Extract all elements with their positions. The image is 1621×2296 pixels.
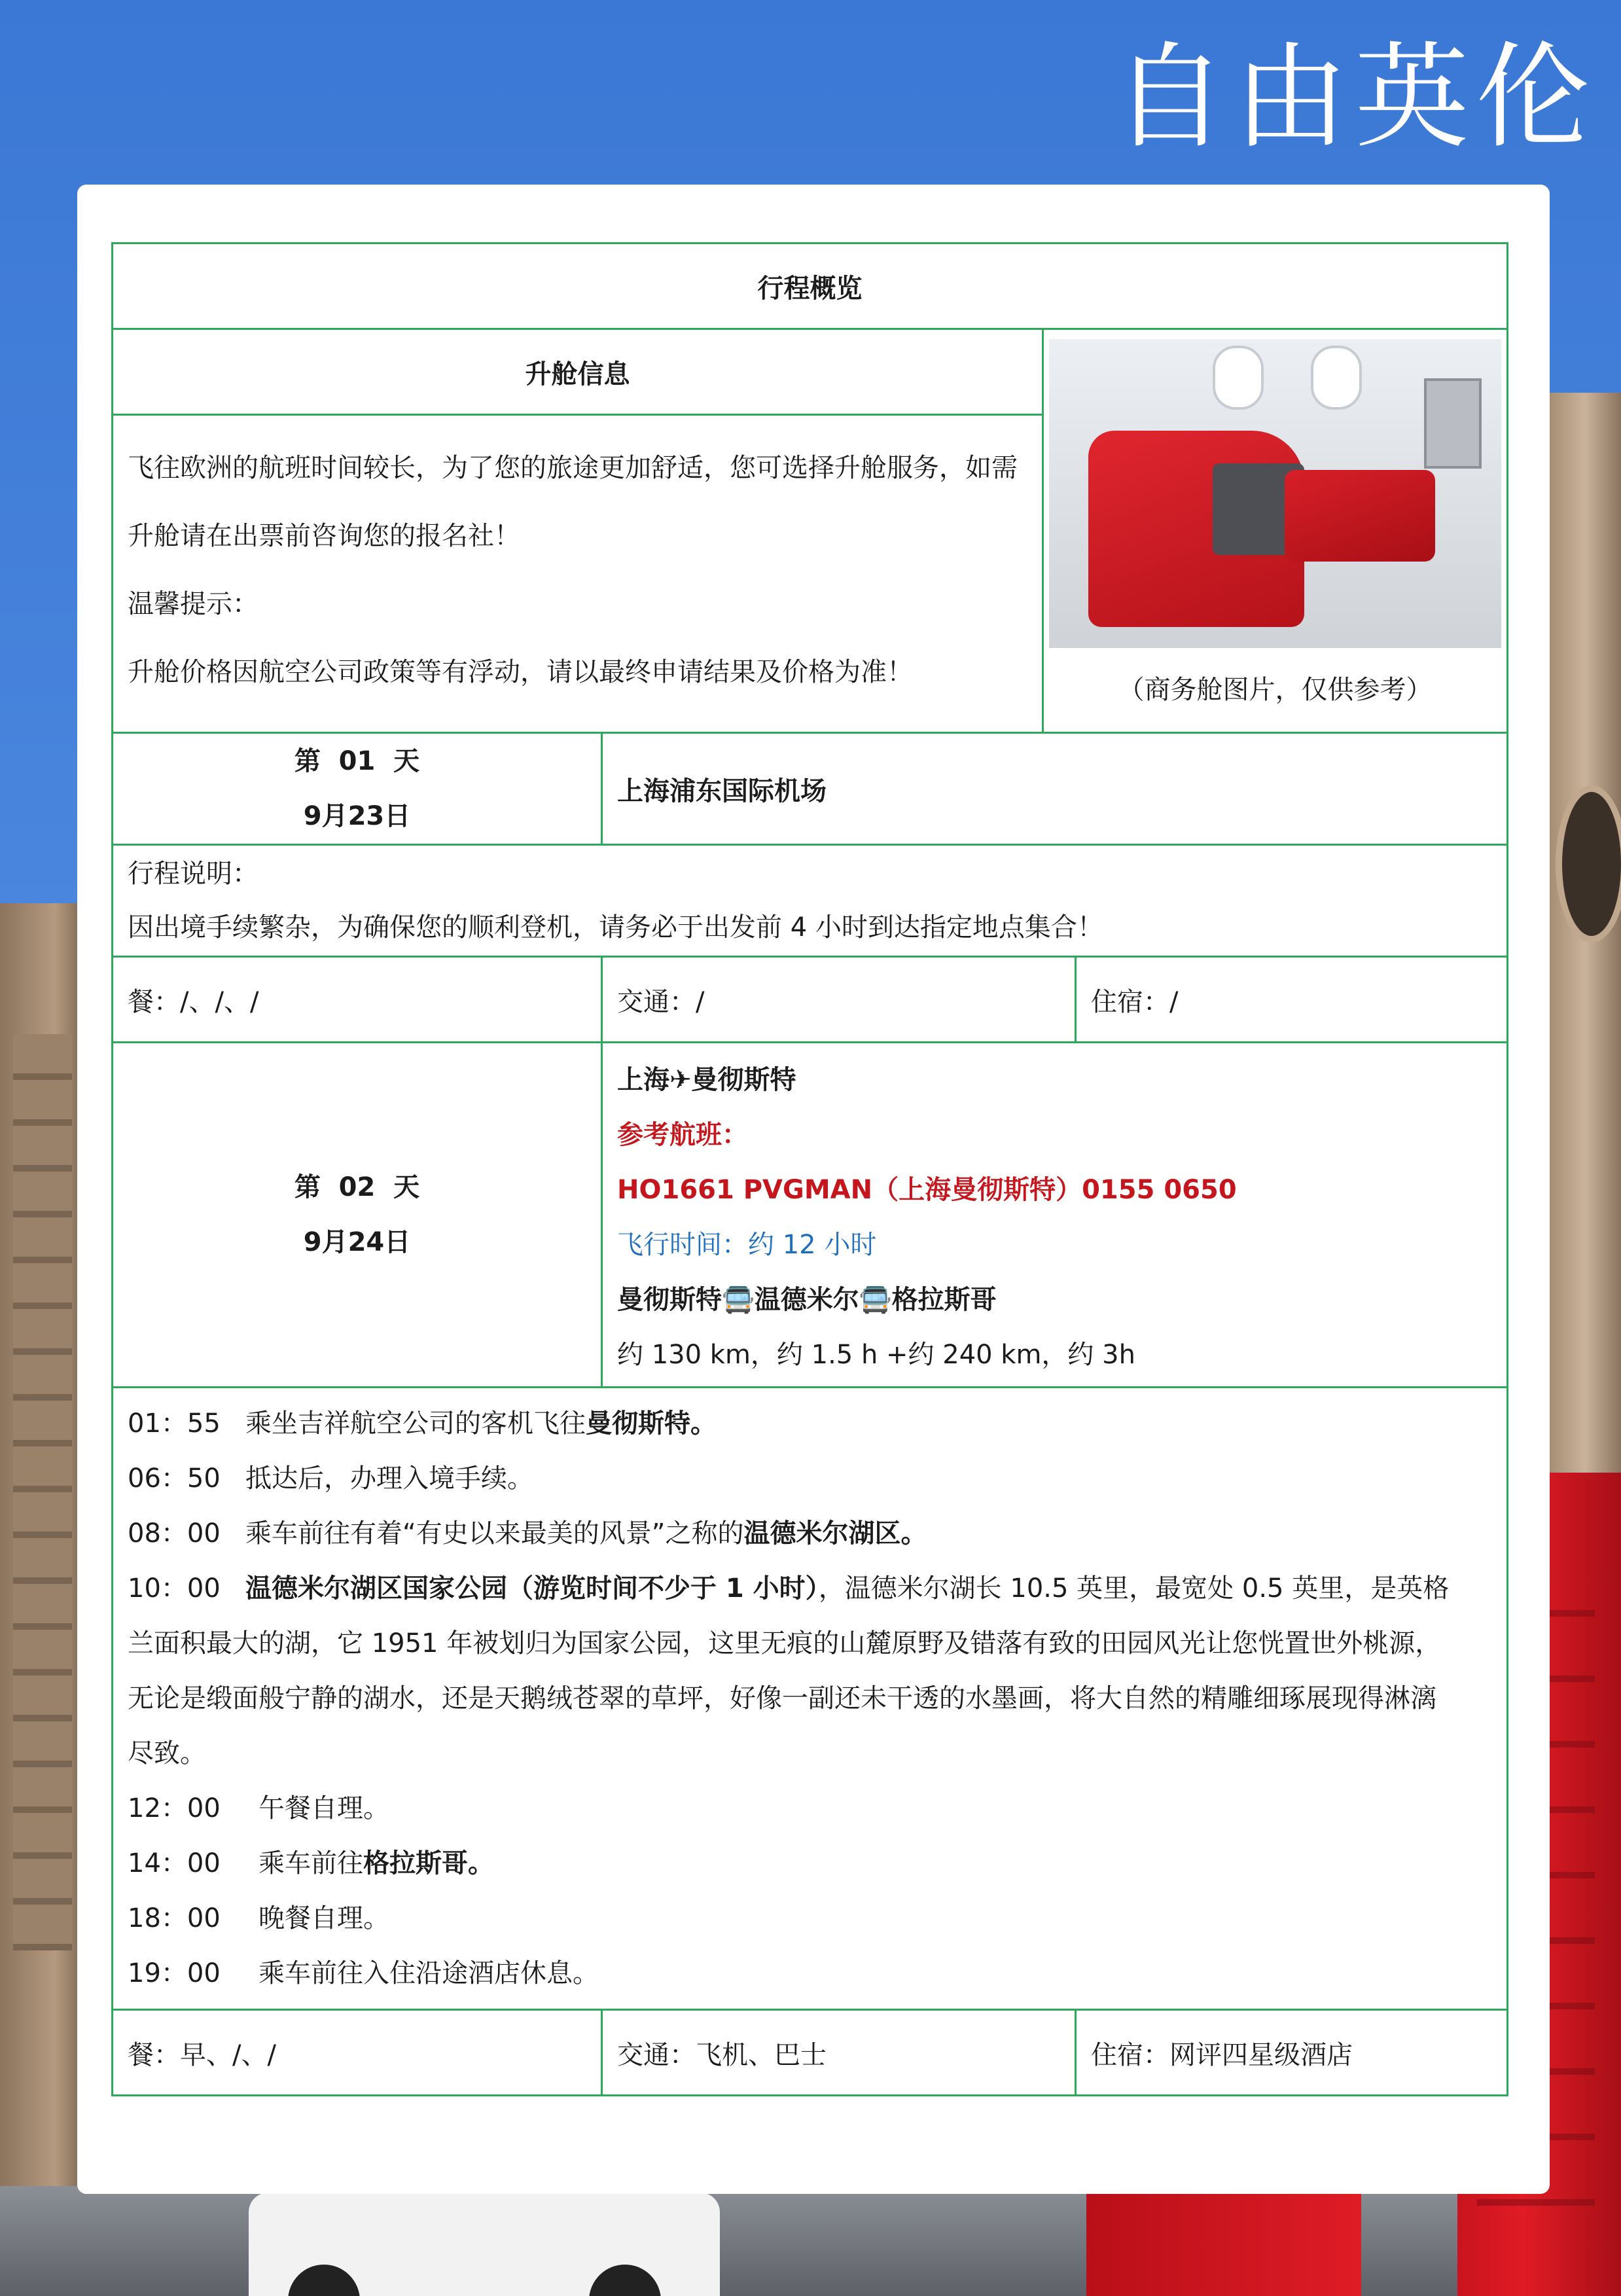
seat-screen <box>1424 378 1482 469</box>
itinerary-table <box>111 242 1508 2096</box>
park-text-line: 无论是缎面般宁静的湖水，还是天鹅绒苍翠的草坪，好像一副还未干透的水墨画，将大自然的精雕细琢展现得淋漓 <box>128 1683 1436 1713</box>
day2-transport: 交通：飞机、巴士 <box>602 2010 1076 2096</box>
schedule-time: 19：00 <box>128 1958 221 1988</box>
red-ottoman <box>1285 470 1435 562</box>
day1-note <box>113 845 1508 957</box>
street <box>0 2186 1621 2296</box>
schedule-item <box>128 1836 1492 1891</box>
day1-label-cell <box>113 733 602 845</box>
image-caption: （商务舱图片，仅供参考） <box>1118 675 1433 705</box>
schedule-item <box>128 1891 1492 1946</box>
overview-title: 行程概览 <box>113 243 1508 329</box>
day2-label-cell <box>113 1043 602 1388</box>
schedule-time: 10：00 <box>128 1573 221 1604</box>
park-title: 温德米尔湖区国家公园（游览时间不少于 1 小时） <box>245 1573 819 1604</box>
day1-transport: 交通：/ <box>602 957 1076 1043</box>
red-phone-box-lower <box>1086 2186 1361 2296</box>
flight-time: 飞行时间：约 12 小时 <box>617 1230 877 1260</box>
cabin-window <box>1213 346 1264 410</box>
day1-header-row <box>113 733 1508 845</box>
business-class-image-cell <box>1043 329 1508 733</box>
day1-meals: 餐：/、/、/ <box>113 957 602 1043</box>
schedule-highlight: 格拉斯哥。 <box>363 1848 494 1878</box>
schedule-time: 14：00 <box>128 1848 221 1878</box>
day1-info-row <box>113 957 1508 1043</box>
park-text: ，温德米尔湖长 10.5 英里，最宽处 0.5 英里，是英格 <box>818 1573 1450 1604</box>
note-label: 行程说明： <box>128 859 258 889</box>
day2-header-row <box>113 1043 1508 1388</box>
distance: 约 130 km，约 1.5 h +约 240 km，约 3h <box>617 1340 1135 1370</box>
business-class-seat-image <box>1049 339 1501 648</box>
schedule-highlight: 温德米尔湖区。 <box>743 1518 927 1549</box>
upgrade-title: 升舱信息 <box>113 329 1043 415</box>
day2-route: 上海✈曼彻斯特 <box>617 1065 796 1095</box>
note-text: 因出境手续繁杂，为确保您的顺利登机，请务必于出发前 4 小时到达指定地点集合！ <box>128 912 1103 942</box>
brand-logo: 自由英伦 <box>1113 31 1597 164</box>
cabin-window <box>1311 346 1362 410</box>
schedule-text: 抵达后，办理入境手续。 <box>245 1463 533 1494</box>
schedule-text: 乘车前往 <box>258 1848 363 1878</box>
day2-schedule <box>113 1388 1508 2010</box>
upgrade-title-row <box>113 329 1508 415</box>
schedule-item-park <box>128 1561 1492 1616</box>
tip-text: 升舱价格因航空公司政策等有浮动，请以最终申请结果及价格为准！ <box>128 657 913 687</box>
schedule-time: 08：00 <box>128 1518 221 1549</box>
schedule-item <box>128 1451 1492 1506</box>
day2-lodging: 住宿：网评四星级酒店 <box>1076 2010 1508 2096</box>
schedule-time: 12：00 <box>128 1793 221 1823</box>
schedule-text: 乘车前往有着“有史以来最美的风景”之称的 <box>245 1518 744 1549</box>
day2-route-cell <box>602 1043 1508 1388</box>
day2-info-row <box>113 2010 1508 2096</box>
upgrade-text-line: 升舱请在出票前咨询您的报名社！ <box>128 521 520 551</box>
schedule-item <box>128 1946 1492 2001</box>
park-text-line: 尽致。 <box>128 1738 206 1768</box>
flight-label: 参考航班： <box>617 1120 748 1150</box>
schedule-text: 乘坐吉祥航空公司的客机飞往 <box>245 1408 586 1439</box>
park-text-line: 兰面积最大的湖，它 1951 年被划归为国家公园，这里无痕的山麓原野及错落有致的田园风光让您恍置世外桃源， <box>128 1628 1442 1659</box>
schedule-time: 18：00 <box>128 1903 221 1933</box>
schedule-item <box>128 1781 1492 1836</box>
day2-number: 第 02 天 <box>294 1172 420 1202</box>
upgrade-text-line: 飞往欧洲的航班时间较长，为了您的旅途更加舒适，您可选择升舱服务，如需 <box>128 453 1018 483</box>
day1-note-row <box>113 845 1508 957</box>
day1-lodging: 住宿：/ <box>1076 957 1508 1043</box>
day1-location: 上海浦东国际机场 <box>602 733 1508 845</box>
taxi <box>249 2193 720 2296</box>
flight-info: HO1661 PVGMAN（上海曼彻斯特）0155 0650 <box>617 1175 1237 1205</box>
schedule-text: 晚餐自理。 <box>258 1903 389 1933</box>
schedule-time: 01：55 <box>128 1408 221 1439</box>
schedule-item <box>128 1396 1492 1451</box>
day1-date: 9月23日 <box>303 801 411 831</box>
day2-meals: 餐：早、/、/ <box>113 2010 602 2096</box>
road-route: 曼彻斯特🚍温德米尔🚍格拉斯哥 <box>617 1285 997 1315</box>
schedule-text: 午餐自理。 <box>258 1793 389 1823</box>
day2-date: 9月24日 <box>303 1227 411 1257</box>
schedule-text: 乘车前往入住沿途酒店休息。 <box>258 1958 599 1988</box>
schedule-time: 06：50 <box>128 1463 221 1494</box>
schedule-item <box>128 1506 1492 1561</box>
day2-schedule-row <box>113 1388 1508 2010</box>
overview-row <box>113 243 1508 329</box>
tip-label: 温馨提示： <box>128 589 258 619</box>
schedule-highlight: 曼彻斯特。 <box>586 1408 717 1439</box>
day1-number: 第 01 天 <box>294 746 420 776</box>
upgrade-body <box>113 415 1043 733</box>
